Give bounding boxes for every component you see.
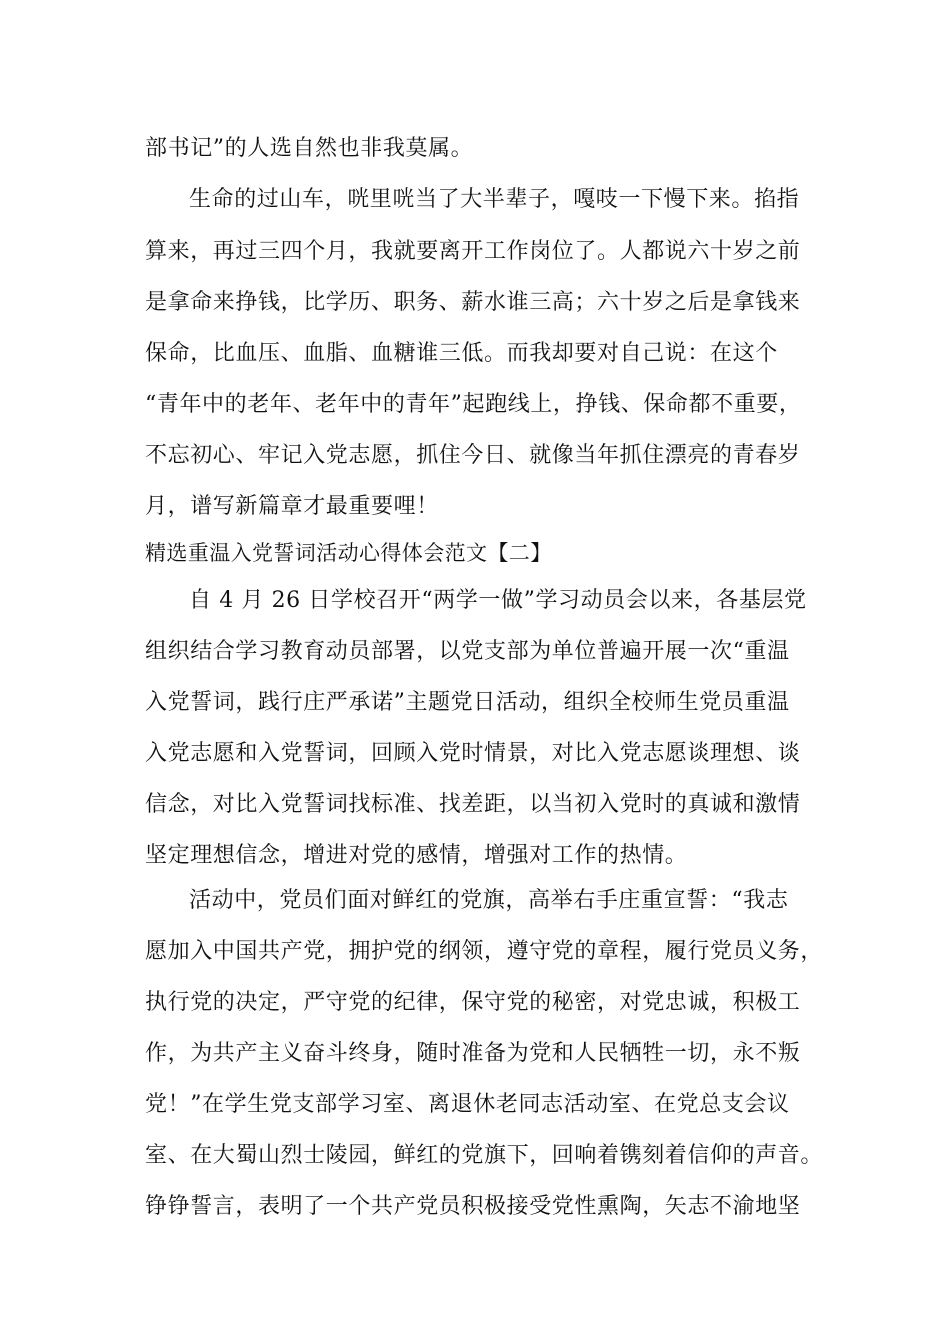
paragraph-2-line-6: 不忘初心、牢记入党志愿，抓住今日、就像当年抓住漂亮的青春岁: [145, 443, 801, 468]
paragraph-3-line-1: 自 4 月 26 日学校召开“两学一做”学习动员会以来，各基层党: [189, 588, 807, 613]
paragraph-2-line-1: 生命的过山车，咣里咣当了大半辈子，嘎吱一下慢下来。掐指: [189, 187, 800, 212]
paragraph-3-line-4: 入党志愿和入党誓词，回顾入党时情景，对比入党志愿谈理想、谈: [145, 741, 801, 766]
paragraph-2-line-2: 算来，再过三四个月，我就要离开工作岗位了。人都说六十岁之前: [145, 239, 801, 264]
paragraph-3-line-5: 信念，对比入党誓词找标准、找差距，以当初入党时的真诚和激情: [145, 792, 801, 817]
paragraph-2-line-3: 是拿命来挣钱，比学历、职务、薪水谁三高；六十岁之后是拿钱来: [145, 290, 801, 315]
paragraph-2-line-7: 月，谱写新篇章才最重要哩！: [145, 494, 439, 519]
paragraph-4-line-7: 铮铮誓言，表明了一个共产党员积极接受党性熏陶，矢志不渝地坚: [145, 1194, 801, 1219]
paragraph-4-line-1: 活动中，党员们面对鲜红的党旗，高举右手庄重宣誓：“我志: [189, 888, 789, 913]
paragraph-2-line-4: 保命，比血压、血脂、血糖谁三低。而我却要对自己说：在这个: [145, 341, 778, 366]
paragraph-3-line-6: 坚定理想信念，增进对党的感情，增强对工作的热情。: [145, 843, 688, 868]
paragraph-3-line-3: 入党誓词，践行庄严承诺”主题党日活动，组织全校师生党员重温: [145, 690, 790, 715]
paragraph-3-line-2: 组织结合学习教育动员部署，以党支部为单位普遍开展一次“重温: [145, 639, 790, 664]
paragraph-4-line-6: 室、在大蜀山烈士陵园，鲜红的党旗下，回响着镌刻着信仰的声音。: [145, 1143, 824, 1168]
paragraph-4-line-2: 愿加入中国共产党，拥护党的纲领，遵守党的章程，履行党员义务，: [145, 939, 824, 964]
paragraph-4-line-3: 执行党的决定，严守党的纪律，保守党的秘密，对党忠诚，积极工: [145, 990, 801, 1015]
paragraph-4-line-4: 作，为共产主义奋斗终身，随时准备为党和人民牺牲一切，永不叛: [145, 1041, 801, 1066]
paragraph-1-line-1: 部书记”的人选自然也非我莫属。: [145, 136, 474, 161]
paragraph-2-line-5: “青年中的老年、老年中的青年”起跑线上，挣钱、保命都不重要，: [145, 392, 802, 417]
section-heading: 精选重温入党誓词活动心得体会范文【二】: [145, 541, 552, 565]
paragraph-4-line-5: 党！”在学生党支部学习室、离退休老同志活动室、在党总支会议: [145, 1092, 790, 1117]
